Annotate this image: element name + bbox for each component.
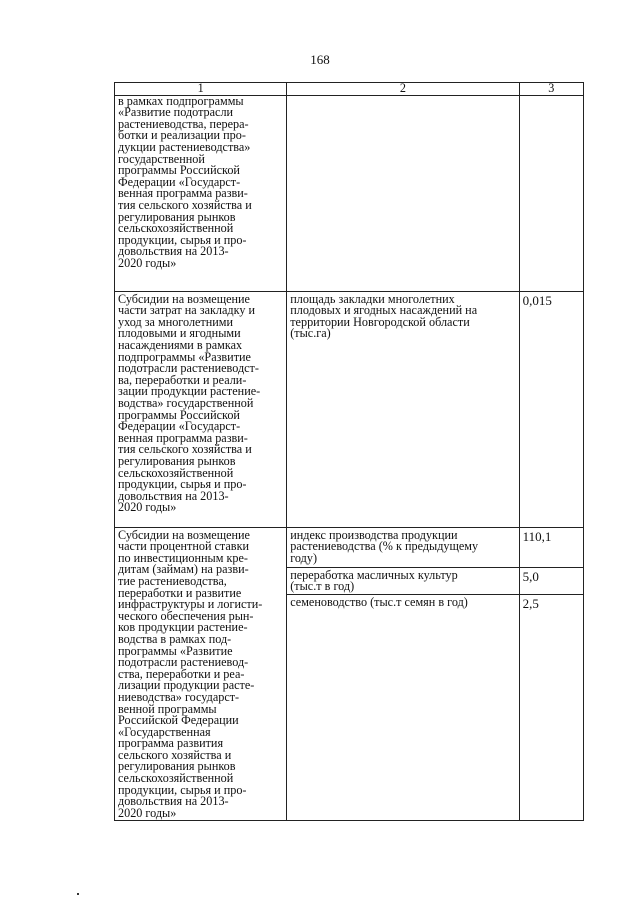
value-cell — [519, 567, 583, 594]
indicator-cell — [287, 594, 519, 820]
table-row-interest-1 — [115, 527, 584, 567]
column-header-1: 1 — [115, 83, 287, 96]
orchards-description-cell — [115, 291, 287, 527]
indicator-seed-production: семеноводство (тыс.т семян в год) — [290, 594, 468, 609]
page-number: 168 — [310, 52, 330, 67]
interest-description: Субсидии на возмещение части процентной ставки по инвестиционным кре- дитам (займам) на разви- тие растениеводства, переработки и развитие инфраструктуры и логисти- ческого обеспечения рын- ков продукции растение- водства в рамках под- программы «Развитие подотрасли растениевод- ства, переработки и реа- лизации продукции расте- ниеводства» государст- венной программы Российской Федерации «Государственная программа развития сельского хозяйства и регулирования рынков сельскохозяйственной продукции, сырья и про- довольствия на 2013- 2020 годы» — [118, 527, 263, 820]
column-header-3: 3 — [519, 83, 583, 96]
interest-description-cell — [115, 527, 287, 820]
indicator-cell — [287, 567, 519, 594]
orchards-description: Субсидии на возмещение части затрат на закладку и уход за многолетними плодовыми и ягодными насаждениями в рамках подпрограммы «Развитие подотрасли растениеводст- ва, переработки и реали- зации продукции растение- водства» государственной программы Российской Федерации «Государст- венная программа разви- тия сельского хозяйства и регулирования рынков сельскохозяйственной продукции, сырья и про- довольствия на 2013- 2020 годы» — [118, 291, 261, 515]
orchards-value-cell — [519, 291, 583, 527]
table-row-continuation — [115, 95, 584, 291]
orchards-value: 0,015 — [522, 292, 552, 308]
value-cell — [519, 527, 583, 567]
indicator-cell — [287, 527, 519, 567]
orchards-indicator-cell — [287, 291, 519, 527]
value-cell — [519, 594, 583, 820]
scan-speck — [77, 893, 79, 895]
empty-cell — [287, 95, 519, 291]
value-seed-production: 2,5 — [522, 595, 539, 611]
indicator-crop-index: индекс производства продукции растениеводства (% к предыдущему году) — [290, 527, 479, 565]
continuation-description: в рамках подпрограммы «Развитие подотрасли растениеводства, перера- ботки и реализации про- дукции растениеводства» государственной программы Российской Федерации «Государст- венная программа разви- тия сельского хозяйства и регулирования рынков сельскохозяйственной продукции, сырья и про- довольствия на 2013- 2020 годы» — [118, 93, 252, 270]
orchards-indicator: площадь закладки многолетних плодовых и ягодных насаждений на территории Новгородской области (тыс.га) — [290, 291, 478, 341]
column-header-2: 2 — [287, 83, 519, 96]
indicator-oilseed-processing: переработка масличных культур (тыс.т в год) — [290, 567, 458, 594]
indicators-table — [114, 82, 584, 821]
continuation-description-cell — [115, 95, 287, 291]
table-row-orchards — [115, 291, 584, 527]
value-oilseed-processing: 5,0 — [522, 568, 539, 584]
empty-cell — [519, 95, 583, 291]
value-crop-index: 110,1 — [522, 528, 552, 544]
